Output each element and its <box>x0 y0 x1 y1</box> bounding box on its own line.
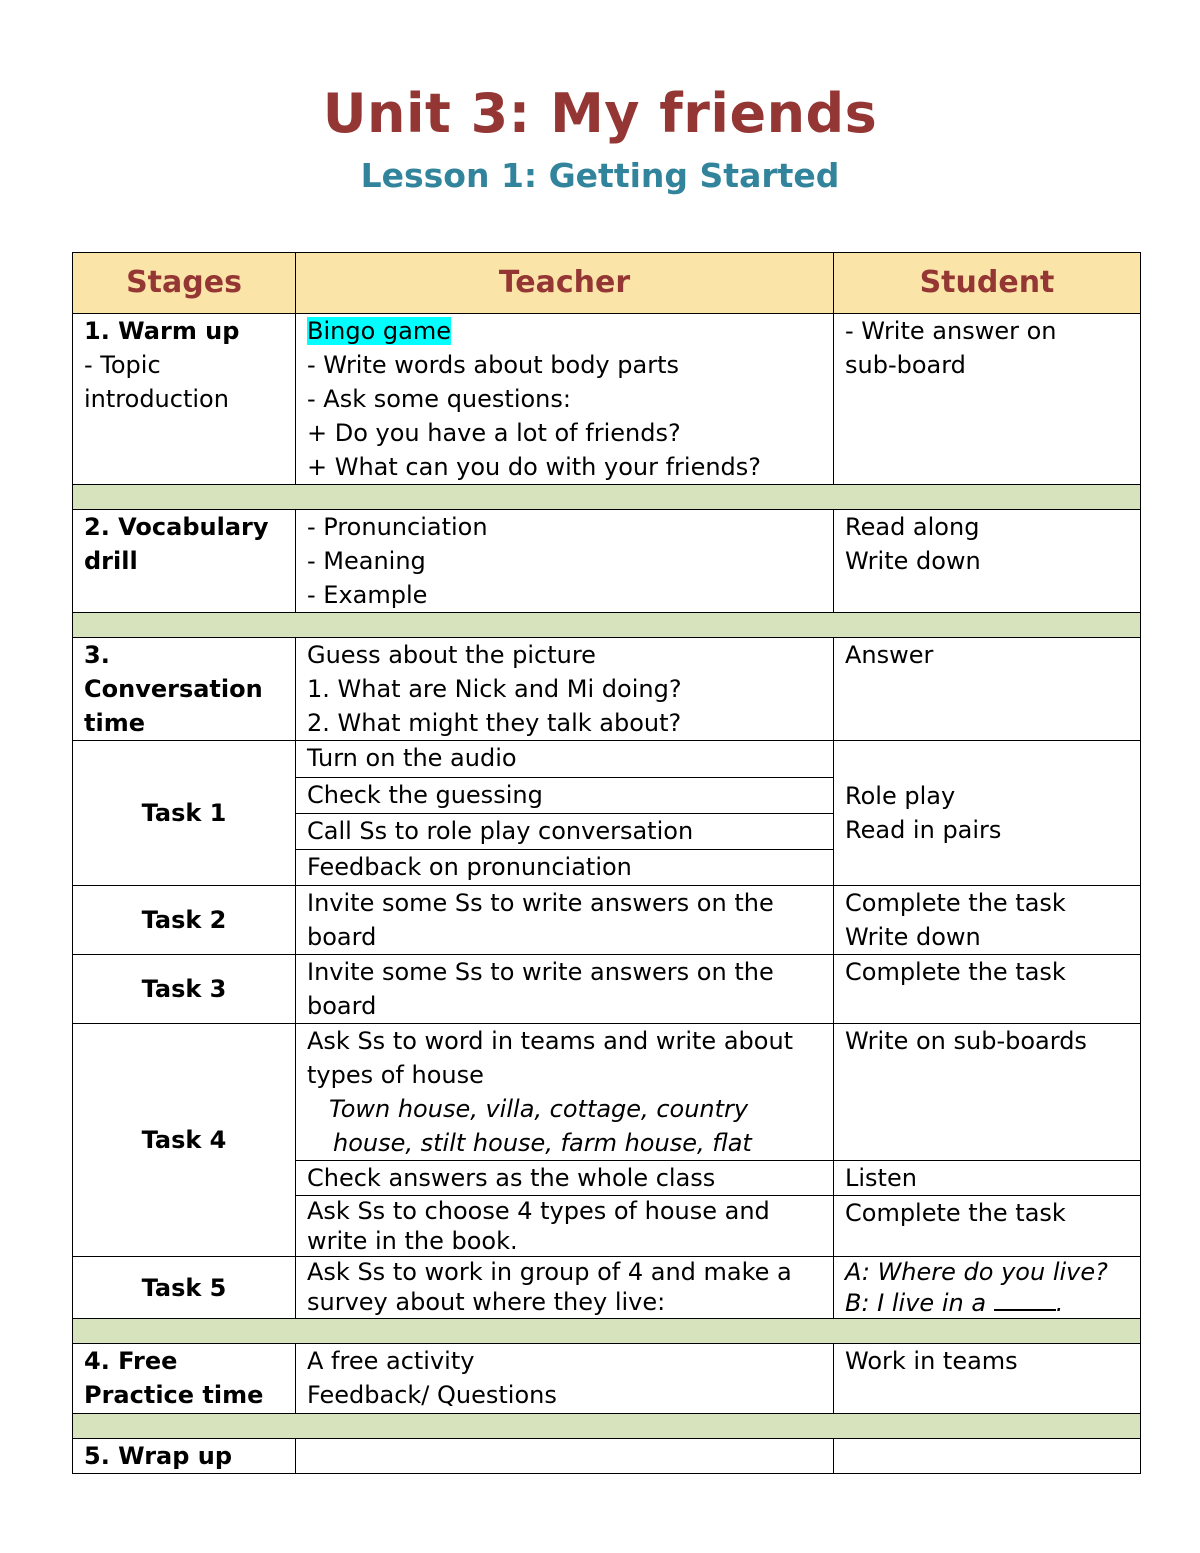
student-line: Write down <box>845 547 981 575</box>
stage-cell <box>73 510 296 613</box>
teacher-cell <box>296 638 834 741</box>
student-cell <box>834 886 1141 955</box>
teacher-line: board <box>307 923 377 951</box>
stage-sub: - Topic <box>84 351 161 379</box>
teacher-cell <box>296 1024 834 1161</box>
student-cell <box>834 741 1141 886</box>
teacher-cell <box>296 886 834 955</box>
header-stages: Stages <box>73 253 296 314</box>
highlighted-activity: Bingo game <box>307 317 451 345</box>
teacher-line: - Meaning <box>307 547 426 575</box>
teacher-line: Invite some Ss to write answers on the <box>307 889 774 917</box>
header-student: Student <box>834 253 1141 314</box>
teacher-line: Feedback/ Questions <box>307 1381 557 1409</box>
teacher-line: types of house <box>307 1061 484 1089</box>
example-line: house, stilt house, farm house, flat <box>333 1129 752 1157</box>
dialogue-line: A: Where do you live? <box>845 1258 1108 1286</box>
stage-label: Conversation <box>84 675 263 703</box>
page-subtitle: Lesson 1: Getting Started <box>360 156 840 195</box>
teacher-line: + Do you have a lot of friends? <box>307 419 681 447</box>
example-line: Town house, villa, cottage, country <box>329 1095 749 1123</box>
stage-label: 3. <box>84 641 110 669</box>
teacher-cell: Turn on the audio <box>296 741 834 778</box>
teacher-cell: Check the guessing <box>296 778 834 814</box>
student-cell: Complete the task <box>834 955 1141 1024</box>
stage-label: Practice time <box>84 1381 264 1409</box>
teacher-cell <box>296 314 834 485</box>
teacher-line: - Ask some questions: <box>307 385 571 413</box>
task-label: Task 3 <box>73 955 296 1024</box>
teacher-line: 2. What might they talk about? <box>307 709 682 737</box>
stage-cell: 5. Wrap up <box>73 1439 296 1474</box>
teacher-line: Invite some Ss to write answers on the <box>307 958 774 986</box>
stage-label: drill <box>84 547 138 575</box>
table-row <box>73 510 1141 613</box>
stage-label: 2. Vocabulary <box>84 513 269 541</box>
stage-cell <box>73 1344 296 1414</box>
student-cell <box>834 510 1141 613</box>
student-cell: Listen <box>834 1161 1141 1196</box>
teacher-line: - Write words about body parts <box>307 351 679 379</box>
student-line: Complete the task <box>845 889 1066 917</box>
separator-row <box>73 485 1141 510</box>
separator-row <box>73 1414 1141 1439</box>
stage-cell <box>73 314 296 485</box>
fill-in-blank <box>994 1287 1056 1311</box>
stage-cell <box>73 638 296 741</box>
task-label: Task 5 <box>73 1257 296 1319</box>
teacher-line: Ask Ss to work in group of 4 and make a <box>307 1258 792 1286</box>
task-label: Task 2 <box>73 886 296 955</box>
student-cell: Write on sub-boards <box>834 1024 1141 1161</box>
teacher-cell <box>296 1257 834 1319</box>
table-row <box>73 886 1141 955</box>
teacher-cell: Feedback on pronunciation <box>296 850 834 886</box>
table-header-row <box>73 253 1141 314</box>
teacher-line: write in the book. <box>307 1227 518 1255</box>
teacher-line: - Pronunciation <box>307 513 488 541</box>
student-line: Write down <box>845 923 981 951</box>
lesson-plan-table <box>72 252 1141 1474</box>
teacher-line: survey about where they live: <box>307 1288 666 1316</box>
teacher-line: 1. What are Nick and Mi doing? <box>307 675 682 703</box>
teacher-line: board <box>307 992 377 1020</box>
student-line: Read in pairs <box>845 816 1002 844</box>
dialogue-prefix: B: I live in a <box>845 1289 987 1317</box>
student-cell: Complete the task <box>834 1196 1141 1257</box>
separator-row <box>73 613 1141 638</box>
student-line: Role play <box>845 782 956 810</box>
teacher-cell <box>296 1439 834 1474</box>
table-row <box>73 1024 1141 1161</box>
separator-row <box>73 1319 1141 1344</box>
teacher-line: A free activity <box>307 1347 475 1375</box>
teacher-line: - Example <box>307 581 428 609</box>
student-cell <box>834 314 1141 485</box>
table-row <box>73 955 1141 1024</box>
table-row <box>73 638 1141 741</box>
student-line: Read along <box>845 513 980 541</box>
stage-label: 1. Warm up <box>84 317 240 345</box>
header-teacher: Teacher <box>296 253 834 314</box>
stage-label: time <box>84 709 145 737</box>
task-label: Task 1 <box>73 741 296 886</box>
table-row <box>73 1257 1141 1319</box>
teacher-cell: Check answers as the whole class <box>296 1161 834 1196</box>
teacher-line: Guess about the picture <box>307 641 596 669</box>
student-cell: Work in teams <box>834 1344 1141 1414</box>
table-row <box>73 314 1141 485</box>
teacher-cell <box>296 1344 834 1414</box>
teacher-cell <box>296 955 834 1024</box>
page-title: Unit 3: My friends <box>322 82 878 145</box>
teacher-cell <box>296 510 834 613</box>
stage-sub: introduction <box>84 385 229 413</box>
student-line: sub-board <box>845 351 966 379</box>
dialogue-line <box>845 1287 1129 1318</box>
teacher-cell <box>296 1196 834 1257</box>
teacher-line: Ask Ss to choose 4 types of house and <box>307 1197 770 1225</box>
student-cell <box>834 1257 1141 1319</box>
stage-label: 4. Free <box>84 1347 178 1375</box>
dialogue-suffix: . <box>1055 1289 1064 1317</box>
student-cell: Answer <box>834 638 1141 741</box>
teacher-line: + What can you do with your friends? <box>307 453 762 481</box>
student-cell <box>834 1439 1141 1474</box>
task-label: Task 4 <box>73 1024 296 1257</box>
table-row <box>73 1344 1141 1414</box>
table-row <box>73 1439 1141 1474</box>
student-line: - Write answer on <box>845 317 1057 345</box>
teacher-line: Ask Ss to word in teams and write about <box>307 1027 794 1055</box>
teacher-cell: Call Ss to role play conversation <box>296 814 834 850</box>
table-row <box>73 741 1141 778</box>
